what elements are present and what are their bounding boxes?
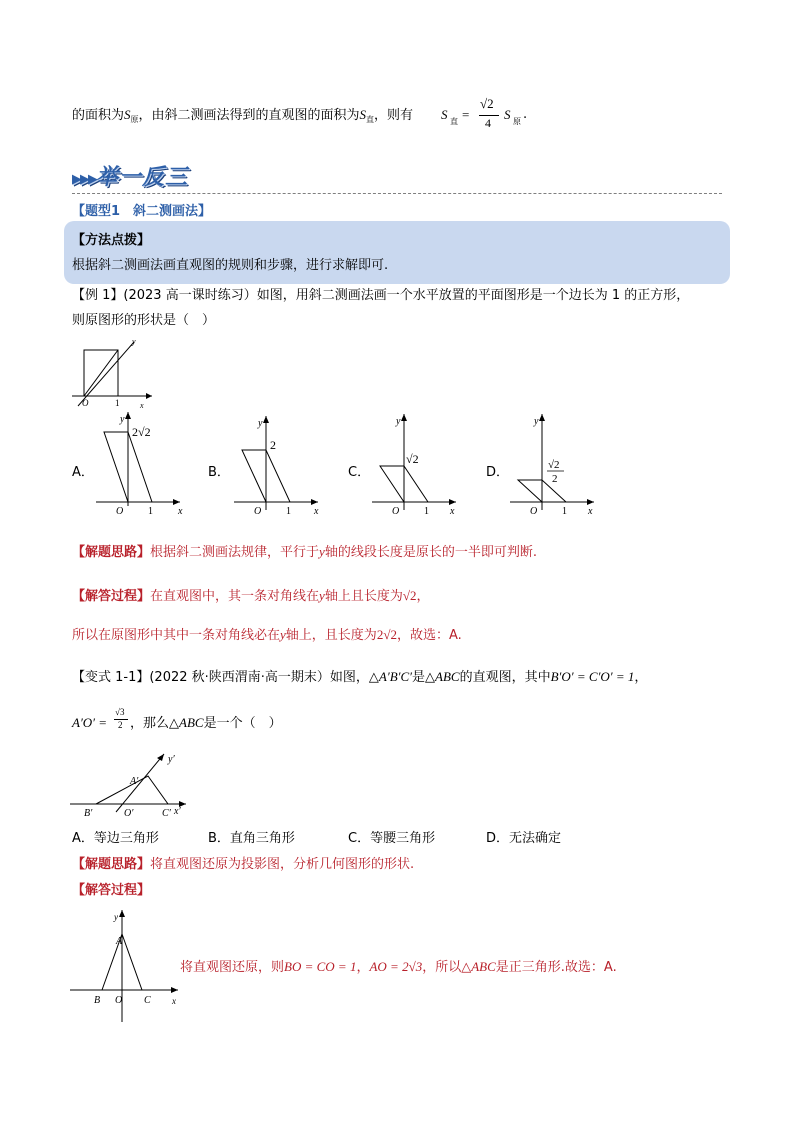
ex1-solution-b: 轴上且长度为 bbox=[324, 589, 403, 604]
formula-rhs-sub: 原 bbox=[513, 117, 521, 126]
optD-value-den: 2 bbox=[552, 473, 558, 485]
intro-text-1: 的面积为 bbox=[72, 108, 125, 123]
optA-y-label: y bbox=[120, 414, 125, 425]
variant1-line2-rest bbox=[130, 714, 282, 733]
area-formula bbox=[441, 96, 541, 136]
fig1-y-label: y bbox=[132, 337, 136, 346]
s-view: S bbox=[359, 107, 367, 122]
variant1-option-d: D．无法确定 bbox=[486, 831, 562, 846]
sol-fig-o-label: O bbox=[115, 995, 123, 1006]
option-d-label: D． bbox=[486, 465, 510, 480]
v1-solution-head: 【解答过程】 bbox=[72, 883, 151, 898]
variant1-line2-b: ，那么 bbox=[130, 716, 170, 731]
variant1-eq1: B′O′ = C′O′ = 1 bbox=[550, 669, 635, 684]
variant1-line1 bbox=[72, 668, 647, 687]
fig1-one-label: 1 bbox=[115, 398, 120, 408]
optB-o-label: O bbox=[254, 506, 262, 517]
option-b-figure bbox=[230, 414, 330, 520]
ex1-solution-line2-a: 所以在原图形中其中一条对角线必在 bbox=[72, 628, 281, 643]
optD-y-label: y bbox=[534, 416, 539, 427]
variant1-option-c: C．等腰三角形 bbox=[348, 831, 436, 846]
variant1-option-a: A．等边三角形 bbox=[72, 831, 159, 846]
optB-y-label: y bbox=[258, 418, 263, 429]
optA-one-label: 1 bbox=[148, 506, 153, 517]
variant1-tri1: △A′B′C′ bbox=[368, 669, 413, 684]
example1-figure bbox=[64, 336, 164, 412]
formula-rhs: S bbox=[504, 107, 511, 122]
variant1-eq-lhs: A′O′ = bbox=[72, 715, 108, 730]
method-title: 【方法点拨】 bbox=[72, 233, 151, 248]
ex1-thinking-head: 【解题思路】 bbox=[72, 545, 151, 560]
variant1-figure bbox=[68, 752, 198, 822]
variant1-line2-c: 是一个（ ） bbox=[203, 716, 282, 731]
v1-solution-a: 将直观图还原，则 bbox=[180, 960, 285, 975]
s-original: S bbox=[124, 107, 131, 122]
ex1-solution-line2-var: y bbox=[280, 627, 286, 642]
optC-y-label: y bbox=[396, 416, 401, 427]
option-a-figure bbox=[94, 410, 194, 520]
var-fig-b-label: B′ bbox=[84, 808, 93, 819]
ex1-solution-head: 【解答过程】 bbox=[72, 589, 151, 604]
example1-line2: 则原图形的形状是（ ） bbox=[72, 313, 216, 328]
ex1-solution-line2-b: 轴上，且长度为 bbox=[285, 628, 377, 643]
banner-title: 举一反三 bbox=[96, 165, 189, 190]
formula-lhs-sub: 直 bbox=[450, 117, 458, 126]
v1-solution-text bbox=[180, 958, 617, 977]
sol-fig-y-label: y bbox=[114, 912, 118, 922]
sol-fig-b-label: B bbox=[94, 995, 101, 1006]
sol-fig-a-label: A bbox=[116, 936, 123, 947]
intro-line bbox=[72, 106, 413, 126]
formula-equals: = bbox=[462, 107, 470, 122]
optB-x-label: x bbox=[314, 506, 319, 517]
section-banner bbox=[72, 160, 188, 191]
ex1-thinking-var: y bbox=[319, 544, 325, 559]
var-fig-o-label: O′ bbox=[124, 808, 134, 819]
variant1-line2 bbox=[72, 706, 372, 736]
optA-value: 2√2 bbox=[132, 425, 151, 439]
ex1-thinking bbox=[72, 543, 537, 562]
option-c-figure bbox=[368, 412, 468, 520]
sol-fig-x-label: x bbox=[172, 996, 176, 1006]
formula-end: . bbox=[523, 107, 528, 122]
ex1-solution-line2-c: ，故选：A. bbox=[396, 628, 462, 643]
formula-lhs: S bbox=[441, 107, 448, 122]
optA-x-label: x bbox=[178, 506, 183, 517]
ex1-thinking-a: 根据斜二测画法规律，平行于 bbox=[150, 545, 320, 560]
variant1-frac-den: 2 bbox=[118, 720, 123, 730]
var-fig-y-label: y′ bbox=[168, 754, 175, 765]
ex1-thinking-b: 轴的线段长度是原长的一半即可判断. bbox=[324, 545, 537, 560]
ex1-solution-var: y bbox=[319, 588, 325, 603]
optD-value-num: √2 bbox=[548, 459, 560, 471]
fig1-origin-label: O bbox=[82, 398, 89, 408]
optB-value: 2 bbox=[270, 438, 276, 452]
banner-divider bbox=[72, 193, 722, 194]
ex1-solution-c: ， bbox=[416, 589, 430, 604]
var-fig-x-label: x′ bbox=[174, 806, 181, 817]
intro-text-3: ，则有 bbox=[374, 108, 414, 123]
type-heading: 【题型1 斜二测画法】 bbox=[72, 204, 212, 219]
optA-o-label: O bbox=[116, 506, 124, 517]
option-d-figure bbox=[506, 412, 606, 520]
v1-solution-tri: △ABC bbox=[461, 959, 496, 974]
optC-x-label: x bbox=[450, 506, 455, 517]
variant1-tri2: △ABC bbox=[425, 669, 460, 684]
var-fig-c-label: C′ bbox=[162, 808, 171, 819]
method-box bbox=[64, 221, 730, 284]
formula-denominator: 4 bbox=[485, 116, 491, 130]
ex1-solution-a: 在直观图中，其一条对角线在 bbox=[150, 589, 320, 604]
v1-solution-b: ， bbox=[356, 960, 370, 975]
optD-o-label: O bbox=[530, 506, 538, 517]
optD-x-label: x bbox=[588, 506, 593, 517]
variant1-option-b: B．直角三角形 bbox=[208, 831, 295, 846]
v1-thinking-head: 【解题思路】 bbox=[72, 857, 151, 872]
v1-solution-d: 是正三角形.故选：A. bbox=[495, 960, 617, 975]
option-a-label: A． bbox=[72, 465, 94, 480]
variant1-frac-num: √3 bbox=[115, 707, 125, 717]
s-original-sub: 原 bbox=[130, 115, 139, 124]
sol-fig-c-label: C bbox=[144, 995, 151, 1006]
optC-o-label: O bbox=[392, 506, 400, 517]
variant1-b: 是 bbox=[412, 670, 426, 685]
optB-one-label: 1 bbox=[286, 506, 291, 517]
intro-text-2: ，由斜二测画法得到的直观图的面积为 bbox=[138, 108, 360, 123]
s-view-sub: 直 bbox=[366, 115, 375, 124]
ex1-solution-line1 bbox=[72, 587, 429, 606]
v1-thinking bbox=[72, 856, 414, 874]
variant1-c: 的直观图，其中 bbox=[459, 670, 551, 685]
option-b-label: B． bbox=[208, 465, 230, 480]
variant1-line2-tri: △ABC bbox=[169, 715, 204, 730]
option-c-label: C． bbox=[348, 465, 371, 480]
optD-one-label: 1 bbox=[562, 506, 567, 517]
v1-solution-c: ，所以 bbox=[422, 960, 462, 975]
variant1-a: 【变式 1-1】(2022 秋·陕西渭南·高一期末）如图， bbox=[72, 670, 369, 685]
ex1-solution-line2-val: 2√2 bbox=[376, 627, 397, 642]
v1-thinking-text: 将直观图还原为投影图，分析几何图形的形状. bbox=[150, 857, 415, 872]
optC-value: √2 bbox=[406, 452, 419, 466]
variant1-d: ， bbox=[634, 670, 648, 685]
ex1-solution-line2 bbox=[72, 626, 462, 645]
fig1-x-label: x bbox=[140, 401, 144, 410]
ex1-solution-val: √2 bbox=[402, 588, 417, 603]
method-content: 根据斜二测画法画直观图的规则和步骤，进行求解即可. bbox=[72, 258, 389, 273]
v1-solution-figure bbox=[68, 906, 184, 1024]
banner-arrows-icon: ▶▶▶ bbox=[72, 172, 96, 187]
formula-numerator: √2 bbox=[480, 96, 494, 111]
var-fig-a-label: A′ bbox=[130, 776, 139, 787]
example1-line1: 【例 1】(2023 高一课时练习）如图，用斜二测画法画一个水平放置的平面图形是一个边长为 1 的正方形， bbox=[72, 288, 690, 303]
optC-one-label: 1 bbox=[424, 506, 429, 517]
v1-solution-eq1: BO = CO = 1 bbox=[284, 959, 357, 974]
v1-solution-eq2: AO = 2√3 bbox=[369, 959, 423, 974]
